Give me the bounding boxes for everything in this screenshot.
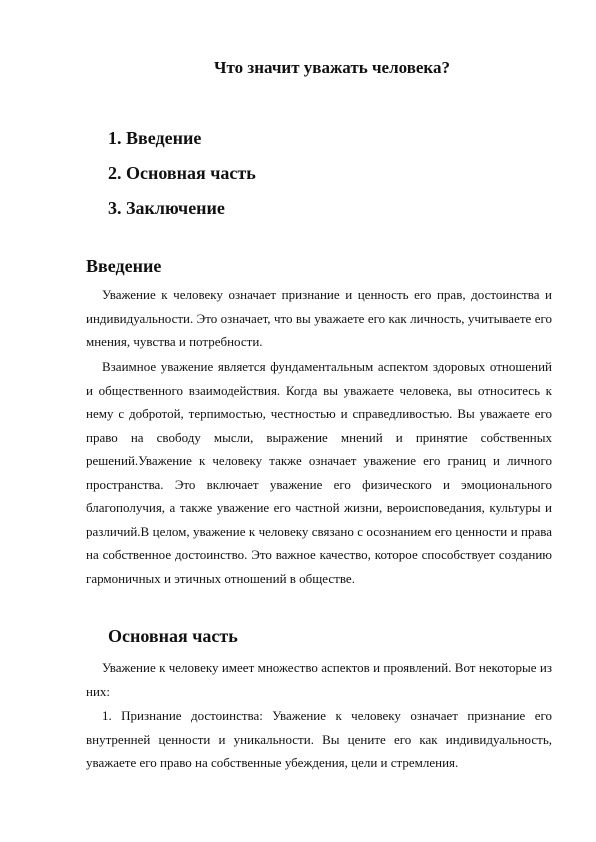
heading-introduction: Введение	[86, 256, 162, 276]
toc-item-introduction: 1. Введение	[108, 128, 202, 148]
toc-item-main-part: 2. Основная часть	[108, 163, 256, 183]
heading-main-part: Основная часть	[108, 626, 238, 646]
main-paragraph-2: 1. Признание достоинства: Уважение к человеку означает признание его внутренней ценности и уникальности. Вы цените его как индивидуальность, уважаете его право на собственные убеждения, цели и стремления.	[86, 708, 552, 770]
main-paragraph-1: Уважение к человеку имеет множество аспектов и проявлений. Вот некоторые из них:	[86, 660, 552, 699]
intro-paragraph-1: Уважение к человеку означает признание и ценность его прав, достоинства и индивидуальности. Это означает, что вы уважаете его как личность, учитываете его мнения, чувства и потребности.	[86, 287, 552, 349]
table-of-contents	[108, 127, 256, 232]
intro-paragraph-2: Взаимное уважение является фундаментальным аспектом здоровых отношений и общественного взаимодействия. Когда вы уважаете человека, вы относитесь к нему с добротой, терпимостью, честностью и справедливостью. Вы уважаете его право на свободу мысли, выражение мнений и принятие собственных решений.Уважение к человеку также означает уважение его границ и личного пространства. Это включает уважение его физического и эмоционального благополучия, а также уважение его частной жизни, вероисповедания, культуры и различий.В целом, уважение к человеку связано с осознанием его ценности и права на собственное достоинство. Это важное качество, которое способствует созданию гармоничных и этичных отношений в обществе.	[86, 359, 552, 586]
document-title: Что значит уважать человека?	[214, 58, 450, 77]
toc-item-conclusion: 3. Заключение	[108, 198, 225, 218]
